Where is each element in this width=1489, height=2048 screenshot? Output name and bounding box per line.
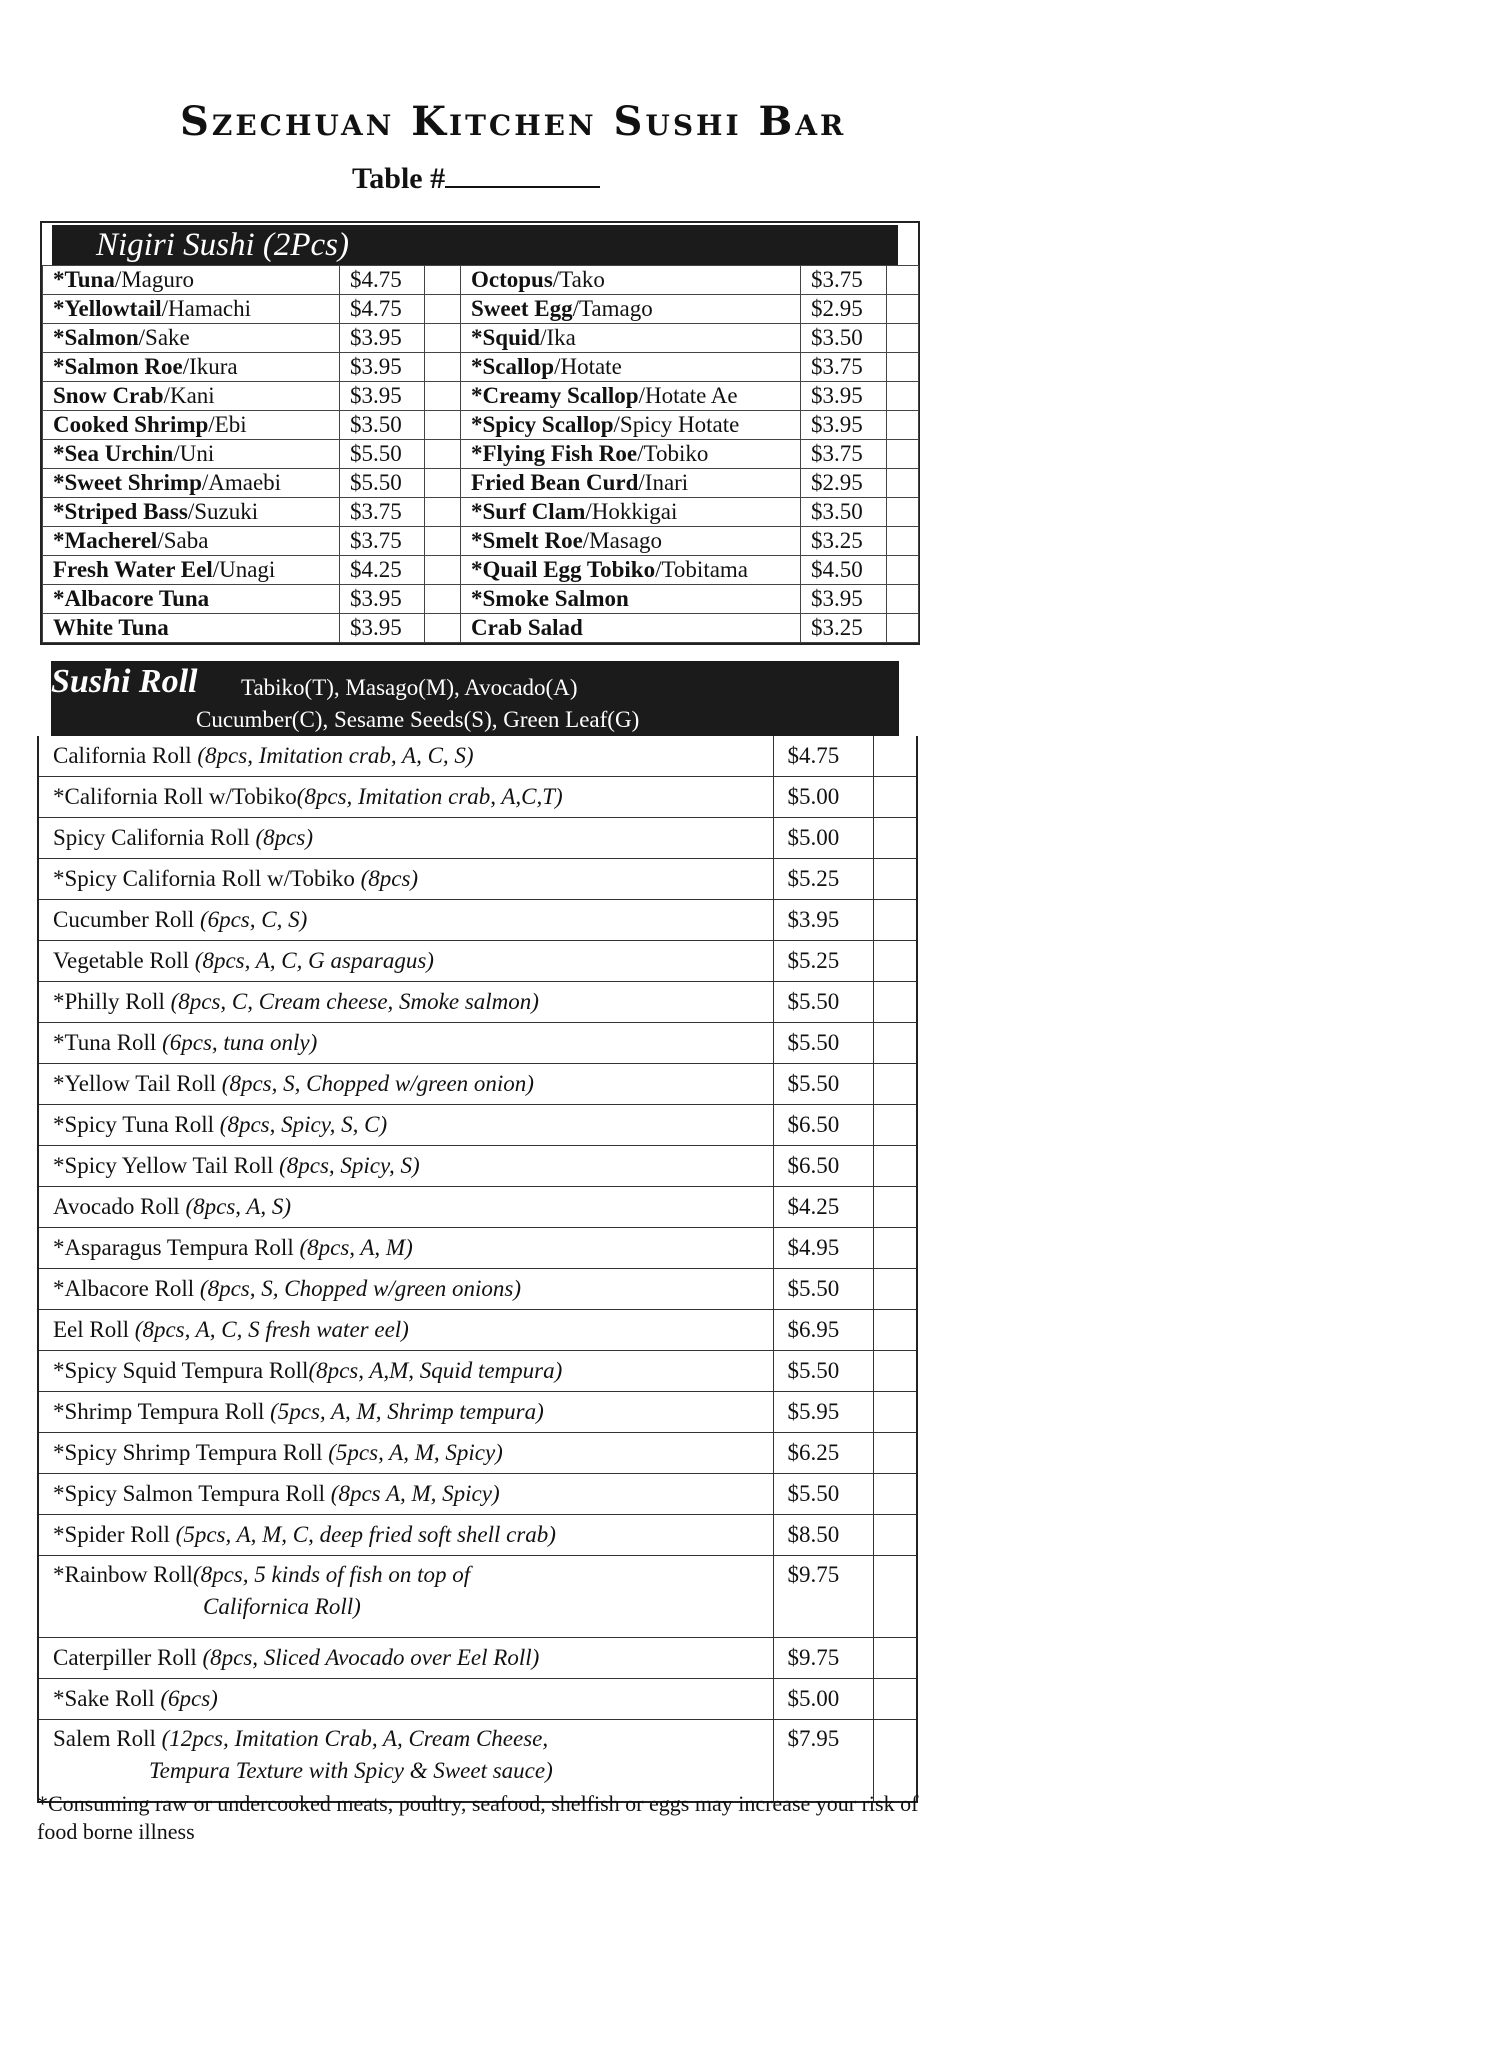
- nigiri-order-box[interactable]: [887, 585, 919, 614]
- roll-row: [38, 1146, 917, 1187]
- roll-item-name: Spicy California Roll: [53, 825, 256, 850]
- nigiri-item-en: *Tuna: [53, 267, 115, 292]
- roll-order-box[interactable]: [873, 1146, 917, 1187]
- nigiri-item-en: Snow Crab: [53, 383, 164, 408]
- roll-item: [38, 1351, 773, 1392]
- roll-item: [38, 982, 773, 1023]
- nigiri-item-en: Fresh Water Eel: [53, 557, 213, 582]
- nigiri-item-en: *Albacore Tuna: [53, 586, 210, 611]
- roll-item-name: Eel Roll: [53, 1317, 135, 1342]
- nigiri-order-box[interactable]: [887, 440, 919, 469]
- nigiri-item-en: *Sweet Shrimp: [53, 470, 202, 495]
- roll-item-name: Salem Roll: [53, 1726, 162, 1751]
- roll-row: [38, 1269, 917, 1310]
- table-number-label: Table #: [352, 162, 446, 195]
- roll-item: [38, 941, 773, 982]
- nigiri-heading: Nigiri Sushi (2Pcs): [96, 227, 349, 263]
- roll-order-box[interactable]: [873, 736, 917, 777]
- roll-item-name: Caterpiller Roll: [53, 1645, 203, 1670]
- roll-item-name: California Roll: [53, 743, 198, 768]
- nigiri-row: [43, 324, 919, 353]
- roll-legend-line1: Tabiko(T), Masago(M), Avocado(A): [241, 675, 578, 700]
- roll-item-name: *Yellow Tail Roll: [53, 1071, 222, 1096]
- roll-item-price: $5.50: [773, 1064, 873, 1105]
- nigiri-item-jp: /Tako: [552, 267, 605, 292]
- nigiri-row: [43, 614, 919, 643]
- nigiri-item-price: $3.75: [801, 353, 887, 382]
- nigiri-item-jp: /Uni: [173, 441, 215, 466]
- nigiri-item-name: [43, 295, 340, 324]
- nigiri-item-price: $3.50: [801, 324, 887, 353]
- roll-row: [38, 1556, 917, 1638]
- roll-item-name: *California Roll w/Tobiko: [53, 784, 297, 809]
- nigiri-item-price: $4.50: [801, 556, 887, 585]
- nigiri-item-price: $3.95: [340, 324, 425, 353]
- nigiri-item-name: [461, 556, 801, 585]
- roll-item-name: Cucumber Roll: [53, 907, 200, 932]
- nigiri-row: [43, 469, 919, 498]
- roll-order-box[interactable]: [873, 1679, 917, 1720]
- roll-item-desc: (6pcs): [160, 1686, 218, 1711]
- nigiri-item-name: [43, 324, 340, 353]
- nigiri-order-box[interactable]: [425, 382, 461, 411]
- health-warning-note: *Consuming raw or undercooked meats, poultry, seafood, shelfish or eggs may increase your risk of food borne illness: [37, 1791, 919, 1844]
- roll-item: [38, 1146, 773, 1187]
- roll-order-box[interactable]: [873, 1638, 917, 1679]
- sushi-roll-table: [37, 736, 918, 1803]
- roll-order-box[interactable]: [873, 1228, 917, 1269]
- roll-item-name: *Spicy Tuna Roll: [53, 1112, 220, 1137]
- nigiri-item-jp: /Spicy Hotate: [613, 412, 740, 437]
- nigiri-row: [43, 585, 919, 614]
- nigiri-item-price: $3.25: [801, 614, 887, 643]
- roll-item: [38, 1392, 773, 1433]
- nigiri-item-en: Fried Bean Curd: [471, 470, 639, 495]
- nigiri-item-en: *Smoke Salmon: [471, 586, 629, 611]
- roll-order-box[interactable]: [873, 1310, 917, 1351]
- roll-item-price: $5.25: [773, 859, 873, 900]
- sushi-roll-heading: Sushi Roll: [51, 663, 198, 700]
- roll-order-box[interactable]: [873, 1556, 917, 1638]
- roll-order-box[interactable]: [873, 900, 917, 941]
- nigiri-order-box[interactable]: [887, 498, 919, 527]
- nigiri-item-en: *Flying Fish Roe: [471, 441, 638, 466]
- nigiri-item-name: [43, 498, 340, 527]
- nigiri-item-jp: /Kani: [163, 383, 215, 408]
- roll-item-desc: (8pcs): [255, 825, 313, 850]
- nigiri-item-jp: /Sake: [138, 325, 190, 350]
- roll-row: [38, 1228, 917, 1269]
- nigiri-item-en: *Spicy Scallop: [471, 412, 614, 437]
- nigiri-item-price: $5.50: [340, 440, 425, 469]
- nigiri-order-box[interactable]: [425, 527, 461, 556]
- nigiri-item-en: *Smelt Roe: [471, 528, 583, 553]
- roll-item-desc: (8pcs): [360, 866, 419, 891]
- nigiri-item-name: [461, 440, 801, 469]
- roll-item-desc: (6pcs, C, S): [199, 907, 308, 932]
- nigiri-item-name: [43, 382, 340, 411]
- roll-row: [38, 1351, 917, 1392]
- roll-row: [38, 1433, 917, 1474]
- roll-item-desc: (5pcs, A, M, Spicy): [328, 1440, 503, 1465]
- roll-item-price: $5.00: [773, 818, 873, 859]
- nigiri-item-jp: /Suzuki: [187, 499, 259, 524]
- nigiri-item-price: $4.75: [340, 266, 425, 295]
- nigiri-order-box[interactable]: [887, 353, 919, 382]
- nigiri-table: [42, 265, 919, 643]
- nigiri-item-jp: /Amaebi: [201, 470, 282, 495]
- roll-item-desc: (6pcs, tuna only): [162, 1030, 318, 1055]
- roll-item-desc: (5pcs, A, M, C, deep fried soft shell crab): [175, 1522, 556, 1547]
- roll-item-desc-cont: Californica Roll): [203, 1594, 361, 1619]
- roll-item-name: Avocado Roll: [53, 1194, 186, 1219]
- nigiri-row: [43, 266, 919, 295]
- nigiri-order-box[interactable]: [425, 585, 461, 614]
- roll-item-desc: (12pcs, Imitation Crab, A, Cream Cheese,: [161, 1726, 549, 1751]
- nigiri-item-name: [461, 411, 801, 440]
- roll-item-price: $6.25: [773, 1433, 873, 1474]
- nigiri-item-en: Sweet Egg: [471, 296, 573, 321]
- roll-item-price: $9.75: [773, 1556, 873, 1638]
- nigiri-row: [43, 556, 919, 585]
- nigiri-item-jp: /Hokkigai: [585, 499, 678, 524]
- nigiri-item-en: *Macherel: [53, 528, 158, 553]
- nigiri-item-price: $3.95: [801, 585, 887, 614]
- roll-item-name: *Asparagus Tempura Roll: [53, 1235, 300, 1260]
- roll-order-box[interactable]: [873, 1433, 917, 1474]
- nigiri-item-en: *Scallop: [471, 354, 555, 379]
- roll-item-name: *Shrimp Tempura Roll: [53, 1399, 271, 1424]
- roll-item: [38, 1556, 773, 1638]
- nigiri-order-box[interactable]: [887, 266, 919, 295]
- roll-item-desc: (8pcs, S, Chopped w/green onion): [221, 1071, 534, 1096]
- roll-item: [38, 1433, 773, 1474]
- roll-item-desc: (8pcs, Spicy, S): [279, 1153, 420, 1178]
- roll-item: [38, 1228, 773, 1269]
- nigiri-item-price: $3.75: [801, 440, 887, 469]
- roll-item: [38, 1187, 773, 1228]
- roll-item-price: $5.50: [773, 982, 873, 1023]
- roll-item-name: *Spicy Shrimp Tempura Roll: [53, 1440, 329, 1465]
- roll-item-price: $6.50: [773, 1105, 873, 1146]
- roll-item-price: $5.50: [773, 1351, 873, 1392]
- roll-item-price: $7.95: [773, 1720, 873, 1803]
- nigiri-order-box[interactable]: [425, 324, 461, 353]
- roll-order-box[interactable]: [873, 777, 917, 818]
- nigiri-order-box[interactable]: [887, 614, 919, 643]
- nigiri-item-name: [461, 324, 801, 353]
- roll-item-name: *Spicy Squid Tempura Roll: [53, 1358, 309, 1383]
- roll-item-name: *Spicy Salmon Tempura Roll: [53, 1481, 331, 1506]
- roll-order-box[interactable]: [873, 1064, 917, 1105]
- nigiri-order-box[interactable]: [887, 556, 919, 585]
- roll-row: [38, 1064, 917, 1105]
- roll-row: [38, 1310, 917, 1351]
- nigiri-item-name: [43, 614, 340, 643]
- nigiri-order-box[interactable]: [425, 295, 461, 324]
- roll-item: [38, 1310, 773, 1351]
- nigiri-row: [43, 498, 919, 527]
- nigiri-item-en: *Sea Urchin: [53, 441, 174, 466]
- roll-item-price: $4.75: [773, 736, 873, 777]
- roll-item-desc: (8pcs, C, Cream cheese, Smoke salmon): [170, 989, 539, 1014]
- nigiri-row: [43, 527, 919, 556]
- nigiri-item-price: $3.95: [801, 382, 887, 411]
- roll-order-box[interactable]: [873, 1023, 917, 1064]
- roll-item-price: $3.95: [773, 900, 873, 941]
- nigiri-order-box[interactable]: [425, 556, 461, 585]
- roll-item-desc: (8pcs, Sliced Avocado over Eel Roll): [202, 1645, 540, 1670]
- nigiri-order-box[interactable]: [887, 382, 919, 411]
- nigiri-item-price: $2.95: [801, 295, 887, 324]
- restaurant-title: Szechuan Kitchen Sushi Bar: [180, 98, 847, 145]
- nigiri-item-price: $4.25: [340, 556, 425, 585]
- nigiri-item-name: [461, 585, 801, 614]
- nigiri-item-jp: /Ika: [540, 325, 576, 350]
- nigiri-item-price: $3.95: [801, 411, 887, 440]
- roll-order-box[interactable]: [873, 1474, 917, 1515]
- nigiri-order-box[interactable]: [425, 498, 461, 527]
- roll-item-price: $6.95: [773, 1310, 873, 1351]
- nigiri-item-jp: /Ebi: [208, 412, 247, 437]
- nigiri-item-name: [461, 527, 801, 556]
- nigiri-order-box[interactable]: [425, 614, 461, 643]
- nigiri-order-box[interactable]: [425, 440, 461, 469]
- nigiri-item-jp: /Inari: [638, 470, 689, 495]
- nigiri-item-jp: /Hotate: [554, 354, 622, 379]
- roll-order-box[interactable]: [873, 982, 917, 1023]
- roll-row: [38, 1679, 917, 1720]
- roll-item-price: $5.95: [773, 1392, 873, 1433]
- roll-order-box[interactable]: [873, 1515, 917, 1556]
- nigiri-item-en: *Quail Egg Tobiko: [471, 557, 656, 582]
- roll-item: [38, 859, 773, 900]
- nigiri-item-en: *Squid: [471, 325, 541, 350]
- roll-row: [38, 736, 917, 777]
- nigiri-item-price: $4.75: [340, 295, 425, 324]
- nigiri-item-en: Cooked Shrimp: [53, 412, 209, 437]
- nigiri-section: [40, 221, 920, 645]
- nigiri-item-name: [461, 295, 801, 324]
- roll-order-box[interactable]: [873, 1392, 917, 1433]
- roll-row: [38, 1392, 917, 1433]
- roll-item-desc: (8pcs A, M, Spicy): [330, 1481, 500, 1506]
- roll-item-desc: (8pcs, Imitation crab, A, C, S): [197, 743, 474, 768]
- roll-item-desc-cont: Tempura Texture with Spicy & Sweet sauce): [149, 1758, 553, 1783]
- nigiri-item-price: $3.95: [340, 585, 425, 614]
- nigiri-item-jp: /Tobiko: [637, 441, 709, 466]
- roll-order-box[interactable]: [873, 859, 917, 900]
- nigiri-item-name: [43, 527, 340, 556]
- roll-order-box[interactable]: [873, 1351, 917, 1392]
- roll-order-box[interactable]: [873, 818, 917, 859]
- nigiri-row: [43, 382, 919, 411]
- nigiri-item-name: [43, 353, 340, 382]
- nigiri-item-name: [461, 498, 801, 527]
- roll-item-price: $5.00: [773, 777, 873, 818]
- roll-item: [38, 1269, 773, 1310]
- nigiri-item-name: [43, 411, 340, 440]
- roll-row: [38, 1023, 917, 1064]
- roll-item-desc: (5pcs, A, M, Shrimp tempura): [270, 1399, 544, 1424]
- roll-item: [38, 1023, 773, 1064]
- nigiri-item-name: [461, 469, 801, 498]
- roll-item-name: *Rainbow Roll: [53, 1562, 193, 1587]
- roll-item: [38, 1064, 773, 1105]
- roll-item-name: *Spicy California Roll w/Tobiko: [53, 866, 361, 891]
- roll-item-name: *Tuna Roll: [53, 1030, 163, 1055]
- nigiri-item-en: Octopus: [471, 267, 553, 292]
- nigiri-item-price: $3.95: [340, 614, 425, 643]
- nigiri-item-jp: /Hotate Ae: [638, 383, 738, 408]
- nigiri-item-price: $3.50: [340, 411, 425, 440]
- nigiri-order-box[interactable]: [425, 469, 461, 498]
- table-number-line: [352, 160, 600, 196]
- nigiri-item-name: [43, 266, 340, 295]
- nigiri-item-jp: /Hamachi: [161, 296, 252, 321]
- roll-item-desc: (8pcs, A, C, S fresh water eel): [134, 1317, 409, 1342]
- nigiri-item-price: $3.75: [340, 498, 425, 527]
- roll-item: [38, 1515, 773, 1556]
- roll-order-box[interactable]: [873, 1269, 917, 1310]
- roll-row: [38, 818, 917, 859]
- roll-legend-line2: Cucumber(C), Sesame Seeds(S), Green Leaf(G): [196, 707, 640, 732]
- roll-row: [38, 1187, 917, 1228]
- sushi-roll-header-bar: [51, 661, 899, 736]
- roll-item-desc: (8pcs, A, M): [299, 1235, 413, 1260]
- nigiri-item-price: $3.50: [801, 498, 887, 527]
- sushi-roll-section: [37, 661, 916, 1803]
- nigiri-item-price: $3.25: [801, 527, 887, 556]
- nigiri-order-box[interactable]: [887, 411, 919, 440]
- nigiri-item-price: $3.95: [340, 382, 425, 411]
- roll-item: [38, 900, 773, 941]
- nigiri-item-en: *Creamy Scallop: [471, 383, 639, 408]
- roll-item-price: $5.25: [773, 941, 873, 982]
- nigiri-item-jp: /Saba: [157, 528, 209, 553]
- nigiri-item-name: [43, 469, 340, 498]
- nigiri-item-name: [461, 266, 801, 295]
- nigiri-item-price: $5.50: [340, 469, 425, 498]
- nigiri-row: [43, 411, 919, 440]
- nigiri-order-box[interactable]: [425, 353, 461, 382]
- roll-item-price: $5.00: [773, 1679, 873, 1720]
- roll-item-desc: (8pcs, Imitation crab, A,C,T): [296, 784, 563, 809]
- roll-item-name: *Spider Roll: [53, 1522, 176, 1547]
- roll-row: [38, 859, 917, 900]
- roll-row: [38, 1105, 917, 1146]
- nigiri-item-price: $2.95: [801, 469, 887, 498]
- roll-row: [38, 1638, 917, 1679]
- nigiri-item-en: *Salmon: [53, 325, 139, 350]
- roll-order-box[interactable]: [873, 1187, 917, 1228]
- roll-row: [38, 1474, 917, 1515]
- nigiri-item-jp: /Tamago: [572, 296, 653, 321]
- nigiri-header-bar: [52, 225, 898, 265]
- roll-item: [38, 1105, 773, 1146]
- nigiri-item-jp: /Tobitama: [655, 557, 749, 582]
- nigiri-item-price: $3.95: [340, 353, 425, 382]
- roll-item-price: $8.50: [773, 1515, 873, 1556]
- roll-item: [38, 1679, 773, 1720]
- roll-item-desc: (8pcs, S, Chopped w/green onions): [199, 1276, 522, 1301]
- nigiri-order-box[interactable]: [887, 527, 919, 556]
- nigiri-row: [43, 353, 919, 382]
- table-number-blank[interactable]: [445, 160, 600, 188]
- nigiri-item-en: *Salmon Roe: [53, 354, 183, 379]
- nigiri-item-jp: /Maguro: [114, 267, 195, 292]
- nigiri-item-jp: /Masago: [582, 528, 662, 553]
- nigiri-item-price: $3.75: [340, 527, 425, 556]
- roll-row: [38, 1515, 917, 1556]
- nigiri-order-box[interactable]: [887, 324, 919, 353]
- roll-order-box[interactable]: [873, 1105, 917, 1146]
- nigiri-item-en: *Surf Clam: [471, 499, 586, 524]
- roll-item: [38, 1474, 773, 1515]
- roll-item-price: $4.25: [773, 1187, 873, 1228]
- roll-order-box[interactable]: [873, 941, 917, 982]
- nigiri-item-name: [43, 585, 340, 614]
- roll-item-price: $4.95: [773, 1228, 873, 1269]
- roll-item-name: *Albacore Roll: [53, 1276, 200, 1301]
- roll-item: [38, 736, 773, 777]
- nigiri-item-name: [43, 440, 340, 469]
- roll-item-name: *Sake Roll: [53, 1686, 161, 1711]
- roll-item-desc: (8pcs, A, C, G asparagus): [194, 948, 434, 973]
- roll-row: [38, 900, 917, 941]
- roll-item-name: *Philly Roll: [53, 989, 171, 1014]
- nigiri-item-name: [461, 353, 801, 382]
- roll-item-price: $9.75: [773, 1638, 873, 1679]
- roll-item-desc: (8pcs, A,M, Squid tempura): [308, 1358, 563, 1383]
- roll-item: [38, 777, 773, 818]
- nigiri-order-box[interactable]: [425, 266, 461, 295]
- roll-item-name: *Spicy Yellow Tail Roll: [53, 1153, 280, 1178]
- roll-item-price: $5.50: [773, 1474, 873, 1515]
- nigiri-item-en: White Tuna: [53, 615, 169, 640]
- roll-item-price: $6.50: [773, 1146, 873, 1187]
- nigiri-item-price: $3.75: [801, 266, 887, 295]
- roll-item-desc: (8pcs, A, S): [185, 1194, 292, 1219]
- roll-item-desc: (8pcs, Spicy, S, C): [219, 1112, 388, 1137]
- nigiri-item-en: *Striped Bass: [53, 499, 188, 524]
- nigiri-item-name: [461, 382, 801, 411]
- nigiri-row: [43, 295, 919, 324]
- nigiri-item-en: Crab Salad: [471, 615, 583, 640]
- nigiri-item-jp: /Unagi: [212, 557, 276, 582]
- roll-item: [38, 1638, 773, 1679]
- roll-item-price: $5.50: [773, 1269, 873, 1310]
- roll-item-name: Vegetable Roll: [53, 948, 195, 973]
- nigiri-item-name: [43, 556, 340, 585]
- nigiri-item-en: *Yellowtail: [53, 296, 162, 321]
- nigiri-order-box[interactable]: [887, 469, 919, 498]
- nigiri-order-box[interactable]: [425, 411, 461, 440]
- roll-item-desc: (8pcs, 5 kinds of fish on top of: [192, 1562, 471, 1587]
- roll-item-price: $5.50: [773, 1023, 873, 1064]
- nigiri-item-name: [461, 614, 801, 643]
- roll-item: [38, 818, 773, 859]
- roll-row: [38, 941, 917, 982]
- roll-row: [38, 777, 917, 818]
- nigiri-item-jp: /Ikura: [182, 354, 238, 379]
- nigiri-order-box[interactable]: [887, 295, 919, 324]
- nigiri-row: [43, 440, 919, 469]
- roll-row: [38, 982, 917, 1023]
